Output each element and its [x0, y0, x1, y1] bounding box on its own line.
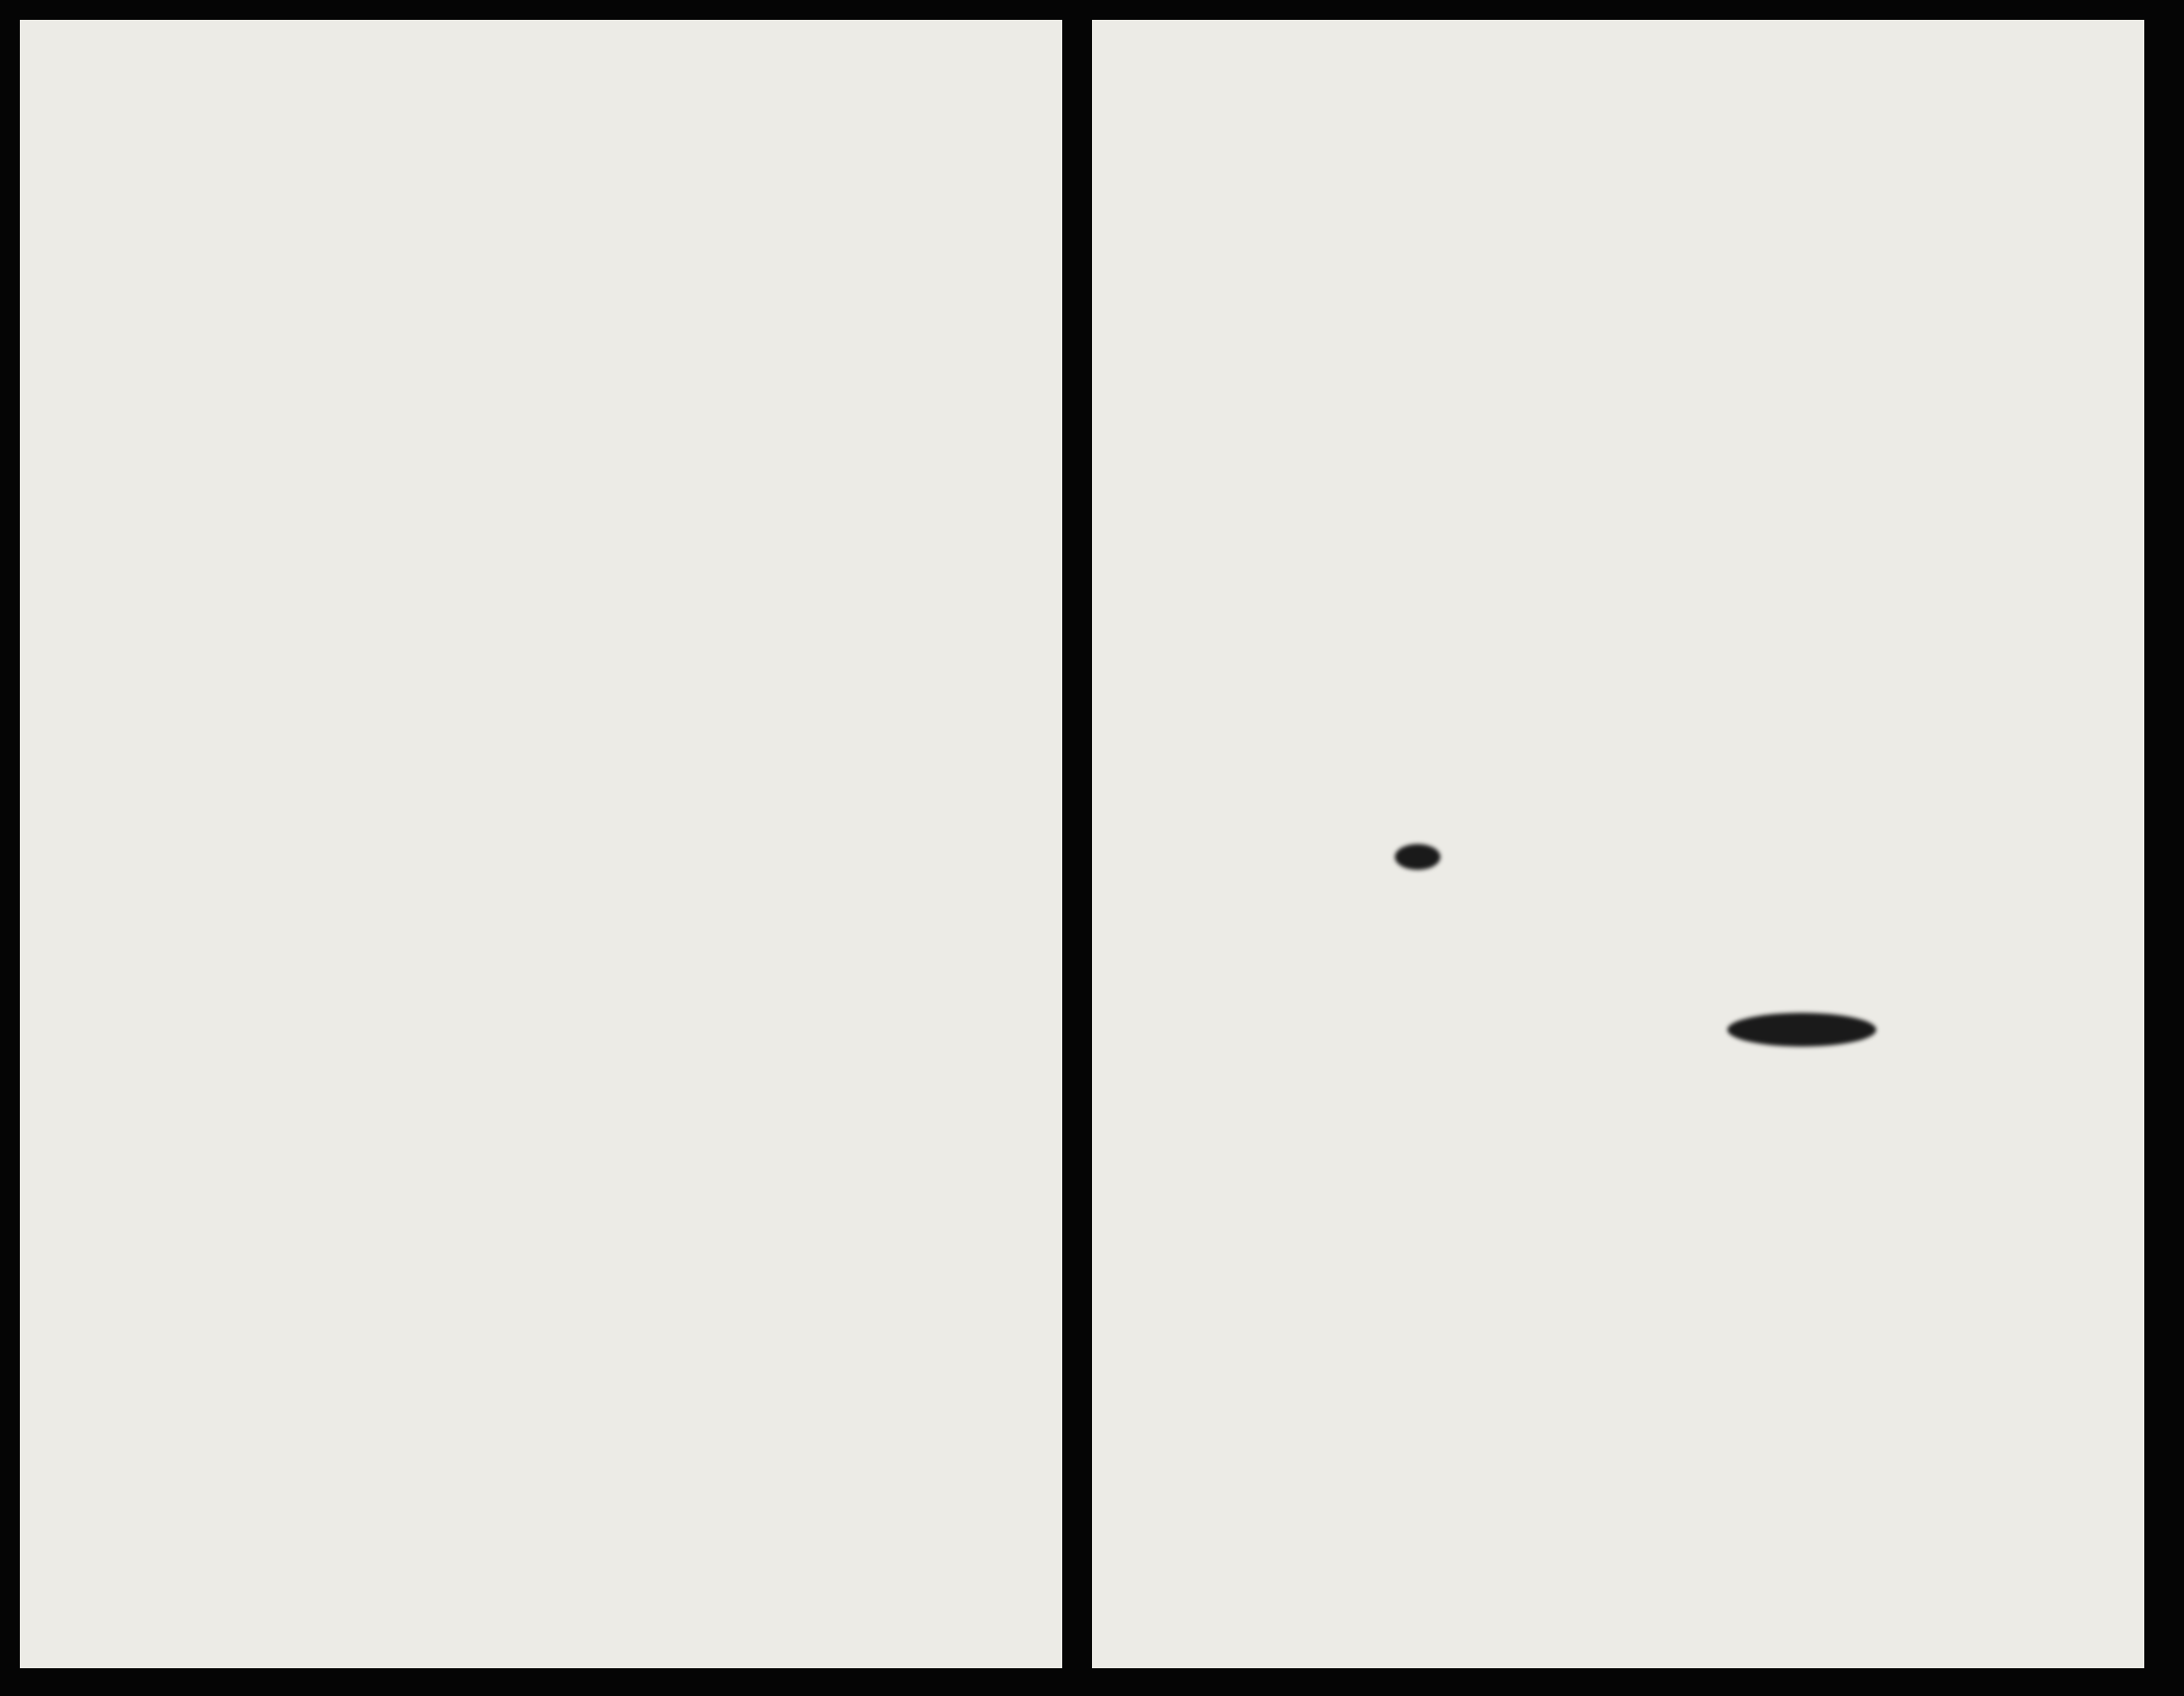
right-grid: [1092, 20, 2144, 1668]
ink-blot: [1395, 844, 1440, 870]
left-page: [20, 20, 1062, 1668]
left-grid: [20, 20, 1062, 1668]
ink-blot: [1727, 1013, 1876, 1047]
right-page: [1092, 20, 2144, 1668]
